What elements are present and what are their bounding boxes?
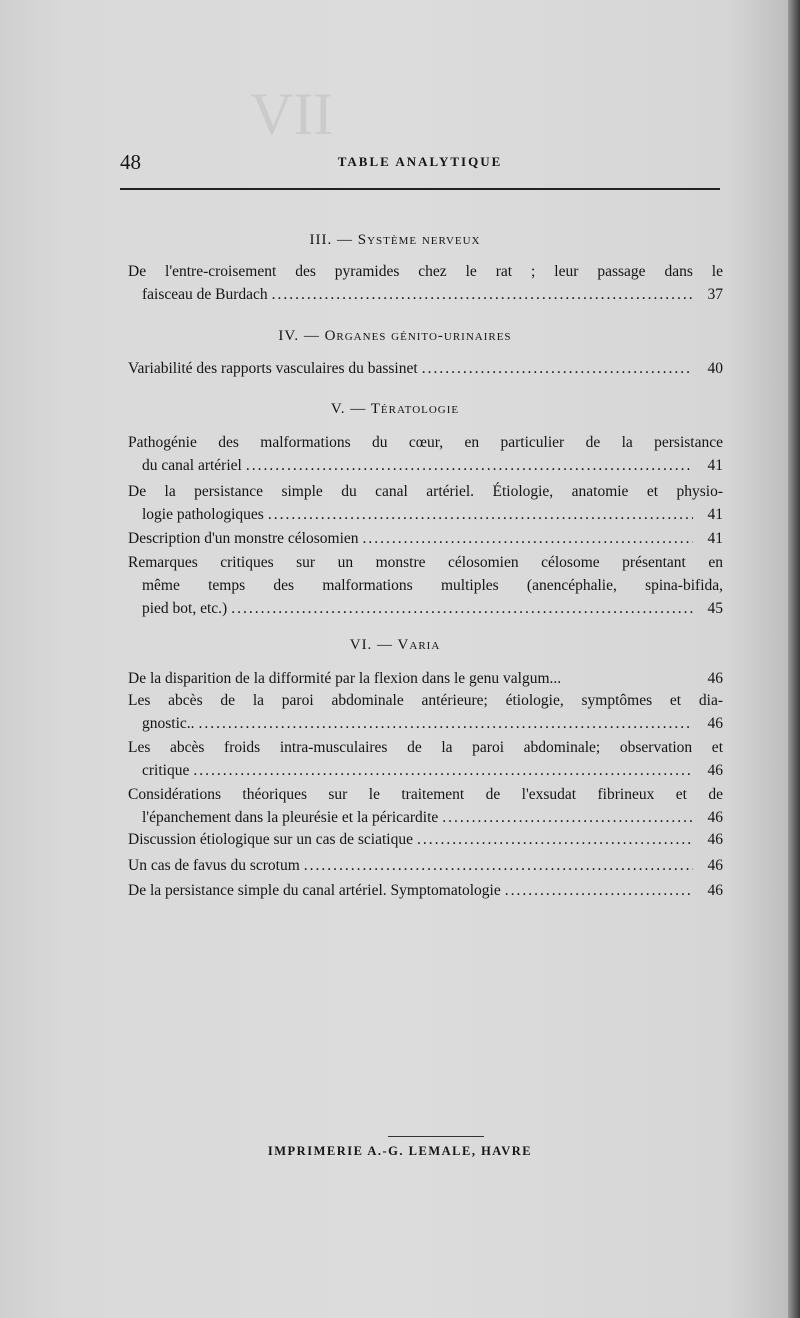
section-title-iv: IV. — Organes génito-urinaires — [278, 328, 512, 344]
section-title-v: V. — Tératologie — [330, 401, 460, 417]
toc-entry — [128, 828, 723, 851]
entry-line: De la persistance simple du canal artériel. Symptomatologie — [128, 882, 501, 899]
page-ref: 46 — [707, 670, 723, 687]
section-title-iii: III. — Système nerveux — [309, 232, 481, 248]
page-ref: 41 — [707, 506, 723, 523]
toc-entry — [128, 431, 723, 477]
entry-line: pied bot, etc.) — [142, 600, 228, 617]
running-title: TABLE ANALYTIQUE — [337, 154, 503, 169]
header-rule — [120, 188, 720, 190]
leader-dots — [442, 806, 693, 829]
leader-dots — [505, 879, 693, 902]
page-ref: 46 — [707, 762, 723, 779]
entry-line: De la disparition de la difformité par la flexion dans le genu valgum... — [128, 670, 562, 687]
entry-line: Considérations théoriques sur le traitement de l'exsudat fibrineux et de — [128, 786, 723, 803]
toc-entry — [128, 736, 723, 782]
leader-dots — [199, 712, 693, 735]
page-ref: 40 — [707, 360, 723, 377]
leader-dots — [304, 854, 693, 877]
entry-line: De la persistance simple du canal artériel. Étiologie, anatomie et physio- — [128, 483, 723, 500]
toc-entry — [128, 260, 723, 306]
toc-entry — [128, 551, 723, 620]
page-ref: 37 — [707, 286, 723, 303]
page-ref: 46 — [707, 882, 723, 899]
entry-line: Remarques critiques sur un monstre célosomien célosome présentant en — [128, 554, 723, 571]
toc-entry — [128, 783, 723, 829]
toc-entry — [128, 527, 723, 550]
toc-entry — [128, 689, 723, 735]
toc-entry — [128, 879, 723, 902]
entry-line: critique — [142, 762, 190, 779]
entry-line: logie pathologiques — [142, 506, 264, 523]
leader-dots — [363, 527, 693, 550]
entry-line: Pathogénie des malformations du cœur, en particulier de la persistance — [128, 434, 723, 451]
imprint-rule — [388, 1136, 484, 1137]
leader-dots — [193, 759, 693, 782]
entry-line: Discussion étiologique sur un cas de sciatique — [128, 831, 413, 848]
page-ref: 46 — [707, 831, 723, 848]
page-header — [120, 150, 720, 174]
entry-line: Description d'un monstre célosomien — [128, 530, 359, 547]
entry-line: Variabilité des rapports vasculaires du bassinet — [128, 360, 418, 377]
entry-line: Un cas de favus du scrotum — [128, 857, 300, 874]
bleed-through-mark: VII — [250, 81, 334, 147]
leader-dots — [417, 828, 693, 851]
entry-line: même temps des malformations multiples (anencéphalie, spina-bifida, — [142, 577, 723, 594]
toc-entry — [128, 854, 723, 877]
section-title-vi: VI. — Varia — [349, 637, 441, 653]
leader-dots — [422, 357, 693, 380]
printer-imprint: IMPRIMERIE A.-G. LEMALE, HAVRE — [267, 1144, 533, 1158]
leader-dots — [246, 454, 693, 477]
leader-dots — [268, 503, 693, 526]
entry-line: gnostic.. — [142, 715, 195, 732]
page-ref: 46 — [707, 857, 723, 874]
leader-dots — [272, 283, 693, 306]
page-ref: 45 — [707, 600, 723, 617]
page-edge-shadow — [788, 0, 800, 1318]
entry-line: du canal artériel — [142, 457, 242, 474]
toc-entry — [128, 357, 723, 380]
leader-dots — [231, 597, 693, 620]
entry-line: Les abcès froids intra-musculaires de la paroi abdominale; observation et — [128, 739, 723, 756]
toc-entry — [128, 667, 723, 690]
page-number: 48 — [120, 150, 141, 174]
entry-line: faisceau de Burdach — [142, 286, 268, 303]
page-ref: 46 — [707, 809, 723, 826]
toc-entry — [128, 480, 723, 526]
entry-line: De l'entre-croisement des pyramides chez le rat ; leur passage dans le — [128, 263, 723, 280]
entry-line: Les abcès de la paroi abdominale antérieure; étiologie, symptômes et dia- — [128, 692, 723, 709]
entry-line: l'épanchement dans la pleurésie et la péricardite — [142, 809, 439, 826]
page-ref: 41 — [707, 457, 723, 474]
page-ref: 41 — [707, 530, 723, 547]
page-ref: 46 — [707, 715, 723, 732]
